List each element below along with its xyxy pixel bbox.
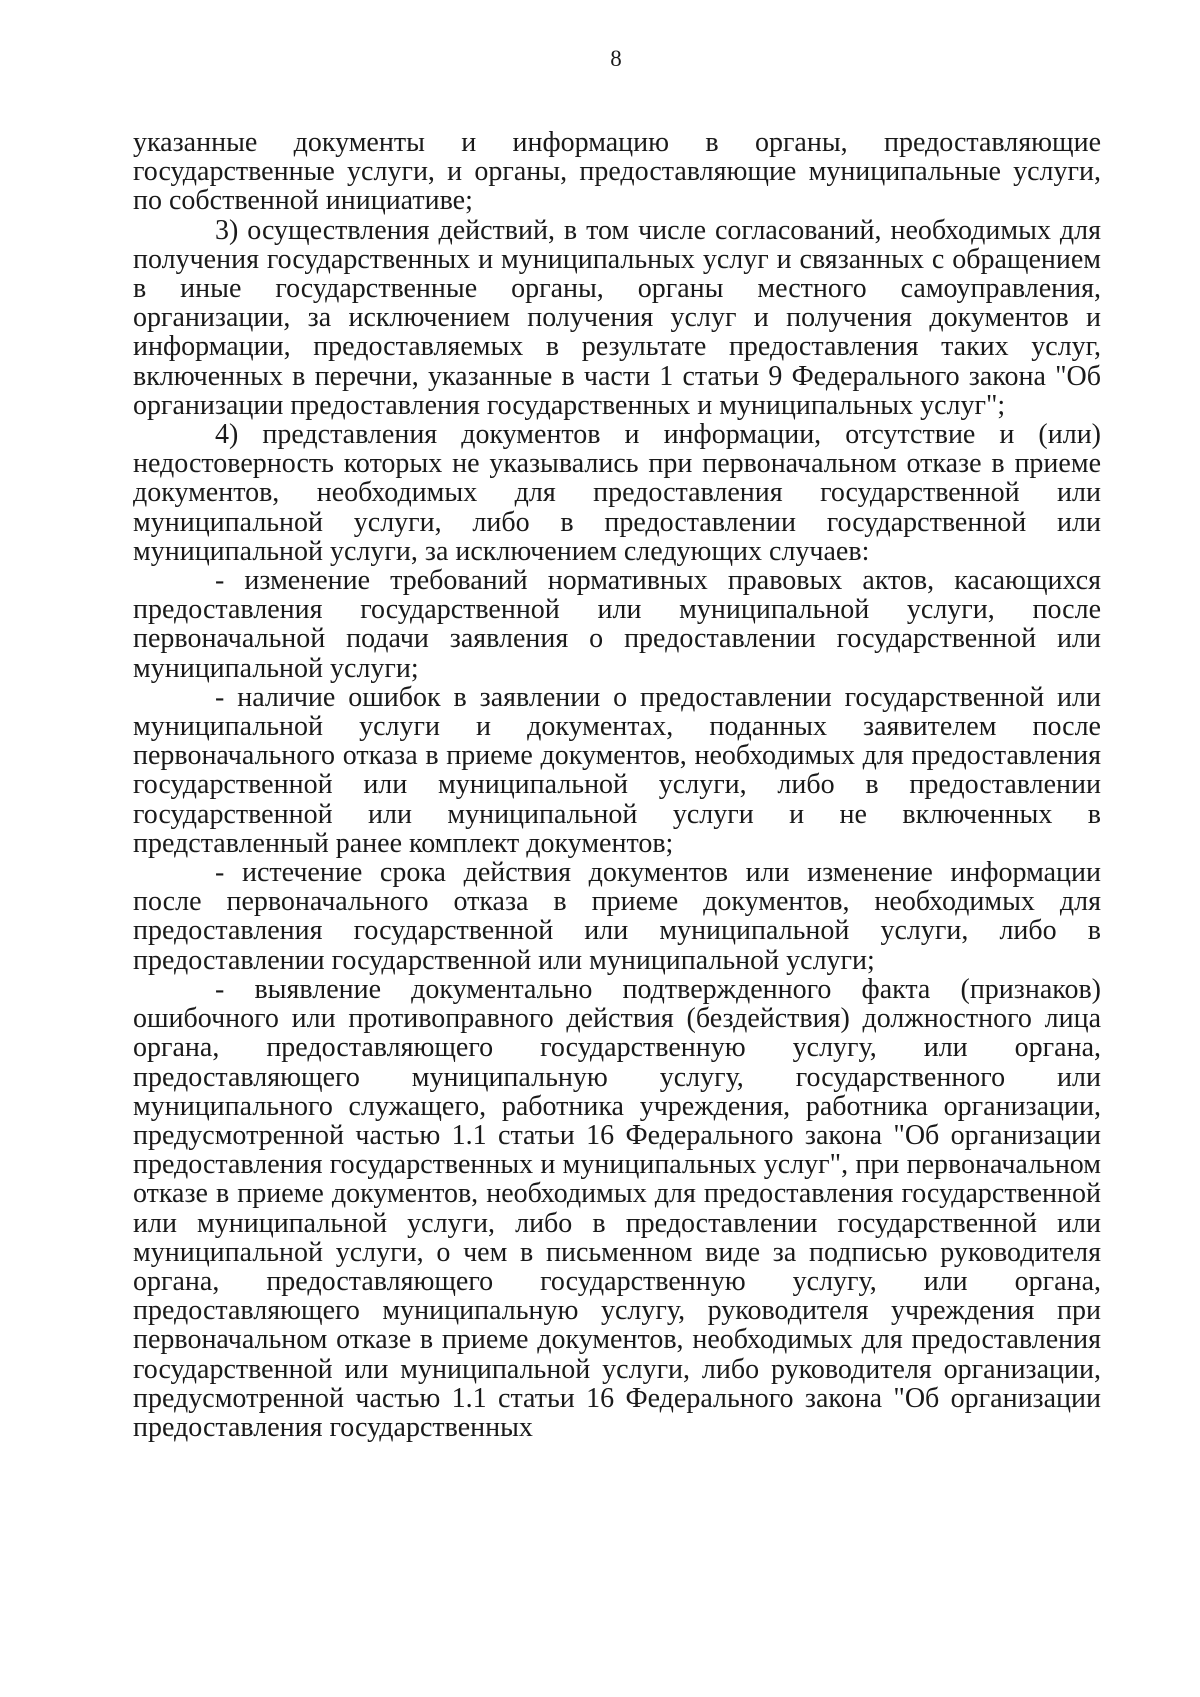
list-item-document-expiry: - истечение срока действия документов или изменение информации после первоначального отказа в приеме документов, необходимых для предоставления государственной или муниципальной услуги, либо в предоставлении государственной или муниципальной услуги; — [133, 857, 1101, 976]
page-number: 8 — [610, 46, 622, 71]
document-body — [133, 128, 1101, 1442]
list-item-application-errors: - наличие ошибок в заявлении о предоставлении государственной или муниципальной услуги и документах, поданных заявителем после первоначального отказа в приеме документов, необходимых для предоставления государственной или муниципальной услуги, либо в предоставлении государственной или муниципальной услуги и не включенных в представленный ранее комплект документов; — [133, 681, 1101, 859]
list-item-official-error: - выявление документально подтвержденного факта (признаков) ошибочного или противоправного действия (бездействия) должностного лица органа, предоставляющего государственную услугу, или органа, предоставляющего муниципальную услугу, государственного или муниципального служащего, работника учреждения, работника организации, предусмотренной частью 1.1 статьи 16 Федерального закона "Об организации предоставления государственных и муниципальных услуг", при первоначальном отказе в приеме документов, необходимых для предоставления государственной или муниципальной услуги, либо в предоставлении государственной или муниципальной услуги, о чем в письменном виде за подписью руководителя органа, предоставляющего государственную услугу, или органа, предоставляющего муниципальную услугу, руководителя учреждения при первоначальном отказе в приеме документов, необходимых для предоставления государственной или муниципальной услуги, либо руководителя организации, предусмотренной частью 1.1 статьи 16 Федерального закона "Об организации предоставления государственных — [133, 973, 1101, 1443]
paragraph-continuation: указанные документы и информацию в органы, предоставляющие государственные услуги, и органы, предоставляющие муниципальные услуги, по собственной инициативе; — [133, 127, 1101, 217]
paragraph-item-4: 4) представления документов и информации, отсутствие и (или) недостоверность которых не указывались при первоначальном отказе в приеме документов, необходимых для предоставления государственной или муниципальной услуги, либо в предоставлении государственной или муниципальной услуги, за исключением следующих случаев: — [133, 419, 1101, 567]
list-item-requirements-change: - изменение требований нормативных правовых актов, касающихся предоставления государственной или муниципальной услуги, после первоначальной подачи заявления о предоставлении государственной или муниципальной услуги; — [133, 565, 1101, 684]
paragraph-item-3: 3) осуществления действий, в том числе согласований, необходимых для получения государственных и муниципальных услуг и связанных с обращением в иные государственные органы, органы местного самоуправления, организации, за исключением получения услуг и получения документов и информации, предоставляемых в результате предоставления таких услуг, включенных в перечни, указанные в части 1 статьи 9 Федерального закона "Об организации предоставления государственных и муниципальных услуг"; — [133, 214, 1101, 421]
